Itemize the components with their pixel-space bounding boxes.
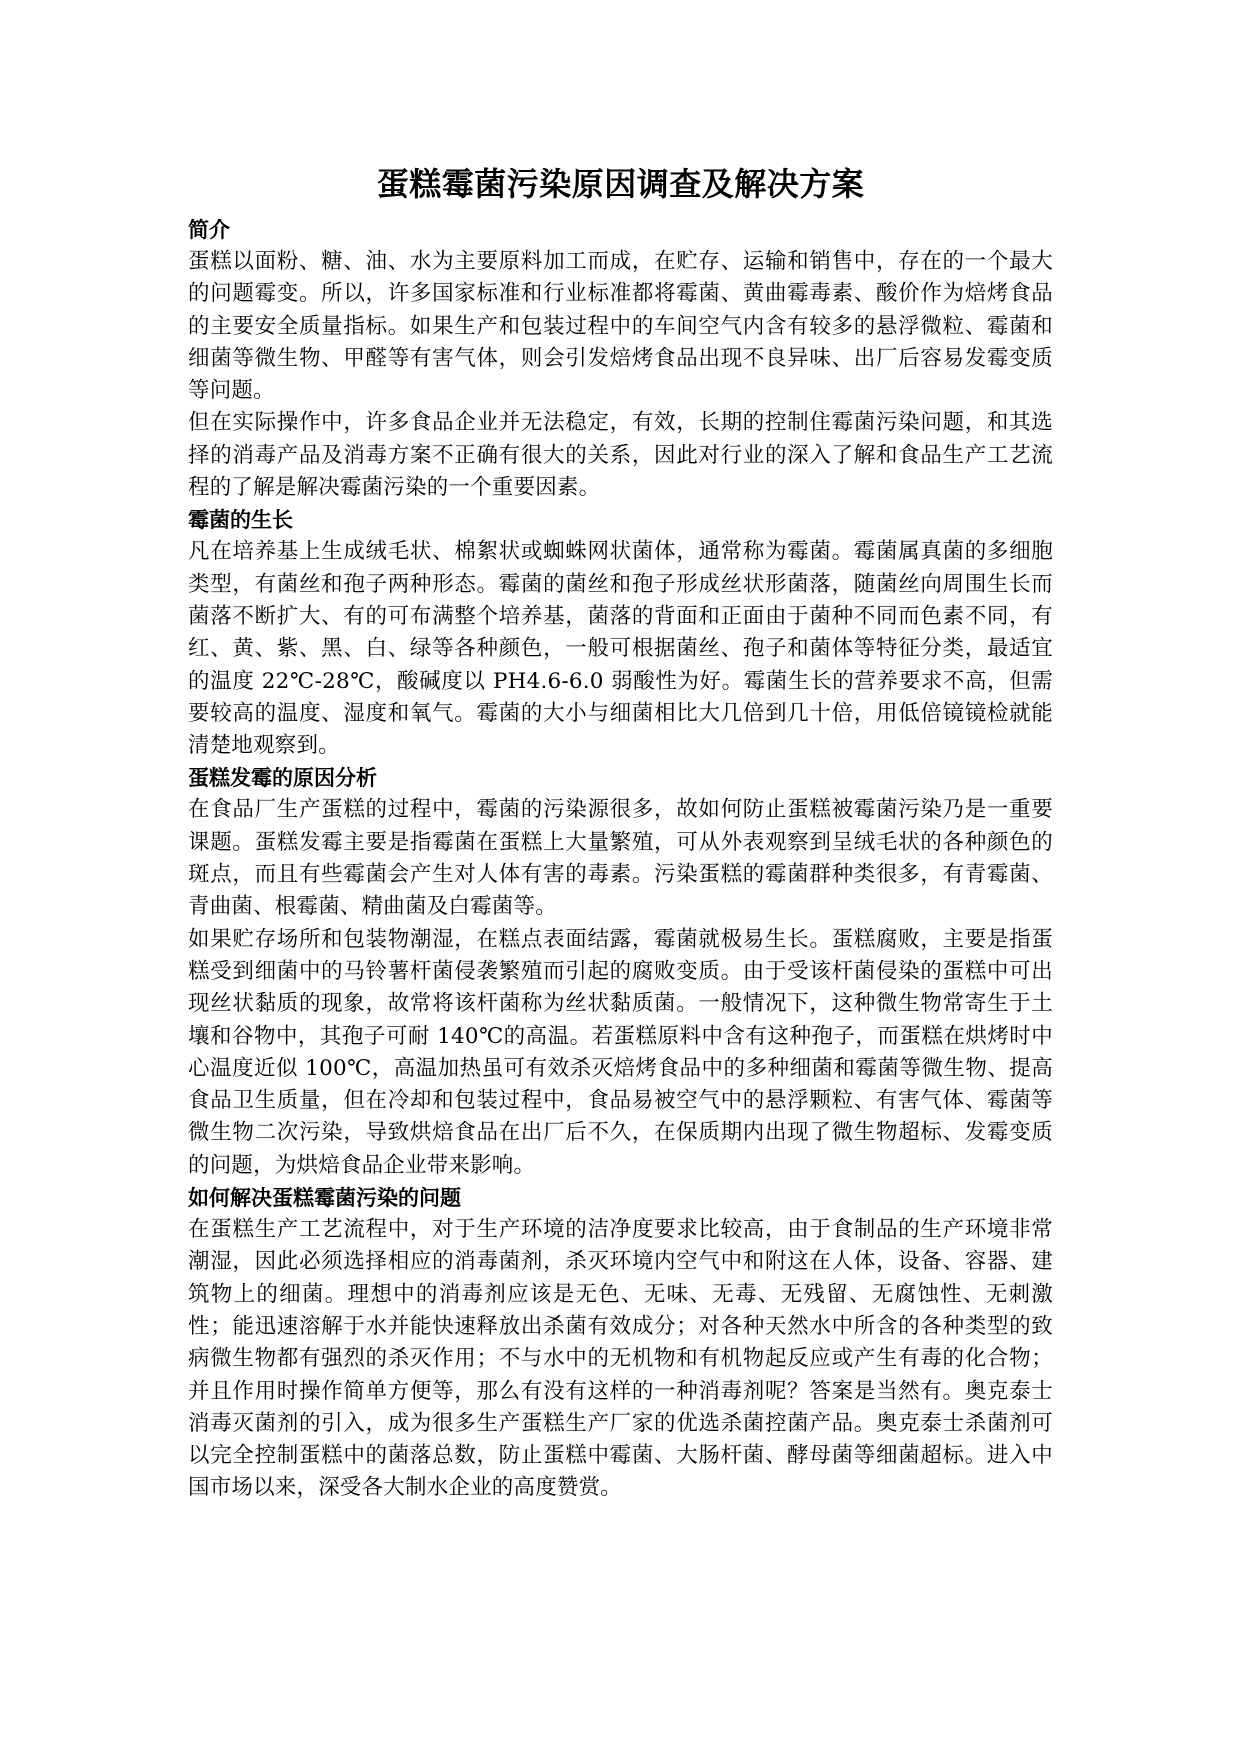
section-cause-analysis: [188, 762, 1053, 1182]
paragraph: 但在实际操作中，许多食品企业并无法稳定，有效，长期的控制住霉菌污染问题，和其选择的消毒产品及消毒方案不正确有很大的关系，因此对行业的深入了解和食品生产工艺流程的了解是解决霉菌污染的一个重要因素。: [188, 410, 1053, 501]
section-solution: [188, 1182, 1053, 1505]
section-mold-growth: [188, 504, 1053, 762]
paragraph: 凡在培养基上生成绒毛状、棉絮状或蜘蛛网状菌体，通常称为霉菌。霉菌属真菌的多细胞类型，有菌丝和孢子两种形态。霉菌的菌丝和孢子形成丝状形菌落，随菌丝向周围生长而菌落不断扩大、有的可布满整个培养基，菌落的背面和正面由于菌种不同而色素不同，有红、黄、紫、黑、白、绿等各种颜色，一般可根据菌丝、孢子和菌体等特征分类，最适宜的温度 22℃-28℃，酸碱度以 PH4.6-6.0 弱酸性为好。霉菌生长的营养要求不高，但需要较高的温度、湿度和氧气。霉菌的大小与细菌相比大几倍到几十倍，用低倍镜镜检就能清楚地观察到。: [188, 539, 1053, 759]
section-heading: 如何解决蛋糕霉菌污染的问题: [188, 1186, 461, 1211]
paragraph: 如果贮存场所和包装物潮湿，在糕点表面结露，霉菌就极易生长。蛋糕腐败，主要是指蛋糕受到细菌中的马铃薯杆菌侵袭繁殖而引起的腐败变质。由于受该杆菌侵染的蛋糕中可出现丝状黏质的现象，故常将该杆菌称为丝状黏质菌。一般情况下，这种微生物常寄生于土壤和谷物中，其孢子可耐 140℃的高温。若蛋糕原料中含有这种孢子，而蛋糕在烘烤时中心温度近似 100℃，高温加热虽可有效杀灭焙烤食品中的多种细菌和霉菌等微生物、提高食品卫生质量，但在冷却和包装过程中，食品易被空气中的悬浮颗粒、有害气体、霉菌等微生物二次污染，导致烘焙食品在出厂后不久，在保质期内出现了微生物超标、发霉变质的问题，为烘焙食品企业带来影响。: [188, 926, 1053, 1178]
section-heading: 简介: [188, 218, 230, 242]
paragraph: 在蛋糕生产工艺流程中，对于生产环境的洁净度要求比较高，由于食制品的生产环境非常潮湿，因此必须选择相应的消毒菌剂，杀灭环境内空气中和附这在人体，设备、容器、建筑物上的细菌。理想中的消毒剂应该是无色、无味、无毒、无残留、无腐蚀性、无刺激性；能迅速溶解于水并能快速释放出杀菌有效成分；对各种天然水中所含的各种类型的致病微生物都有强烈的杀灭作用；不与水中的无机物和有机物起反应或产生有毒的化合物；并且作用时操作简单方便等，那么有没有这样的一种消毒剂呢？答案是当然有。奥克泰士消毒灭菌剂的引入，成为很多生产蛋糕生产厂家的优选杀菌控菌产品。奥克泰士杀菌剂可以完全控制蛋糕中的菌落总数，防止蛋糕中霉菌、大肠杆菌、酵母菌等细菌超标。进入中国市场以来，深受各大制水企业的高度赞赏。: [188, 1217, 1053, 1501]
section-introduction: [188, 214, 1053, 504]
document-title: 蛋糕霉菌污染原因调查及解决方案: [376, 165, 865, 203]
document-page: [188, 158, 1053, 1505]
paragraph: 蛋糕以面粉、糖、油、水为主要原料加工而成，在贮存、运输和销售中，存在的一个最大的问题霉变。所以，许多国家标准和行业标准都将霉菌、黄曲霉毒素、酸价作为焙烤食品的主要安全质量指标。如果生产和包装过程中的车间空气内含有较多的悬浮微粒、霉菌和细菌等微生物、甲醛等有害气体，则会引发焙烤食品出现不良异味、出厂后容易发霉变质等问题。: [188, 249, 1053, 404]
section-heading: 蛋糕发霉的原因分析: [188, 766, 377, 791]
section-heading: 霉菌的生长: [188, 508, 293, 533]
paragraph: 在食品厂生产蛋糕的过程中，霉菌的污染源很多，故如何防止蛋糕被霉菌污染乃是一重要课题。蛋糕发霉主要是指霉菌在蛋糕上大量繁殖，可从外表观察到呈绒毛状的各种颜色的斑点，而且有些霉菌会产生对人体有害的毒素。污染蛋糕的霉菌群种类很多，有青霉菌、青曲菌、根霉菌、精曲菌及白霉菌等。: [188, 797, 1053, 920]
